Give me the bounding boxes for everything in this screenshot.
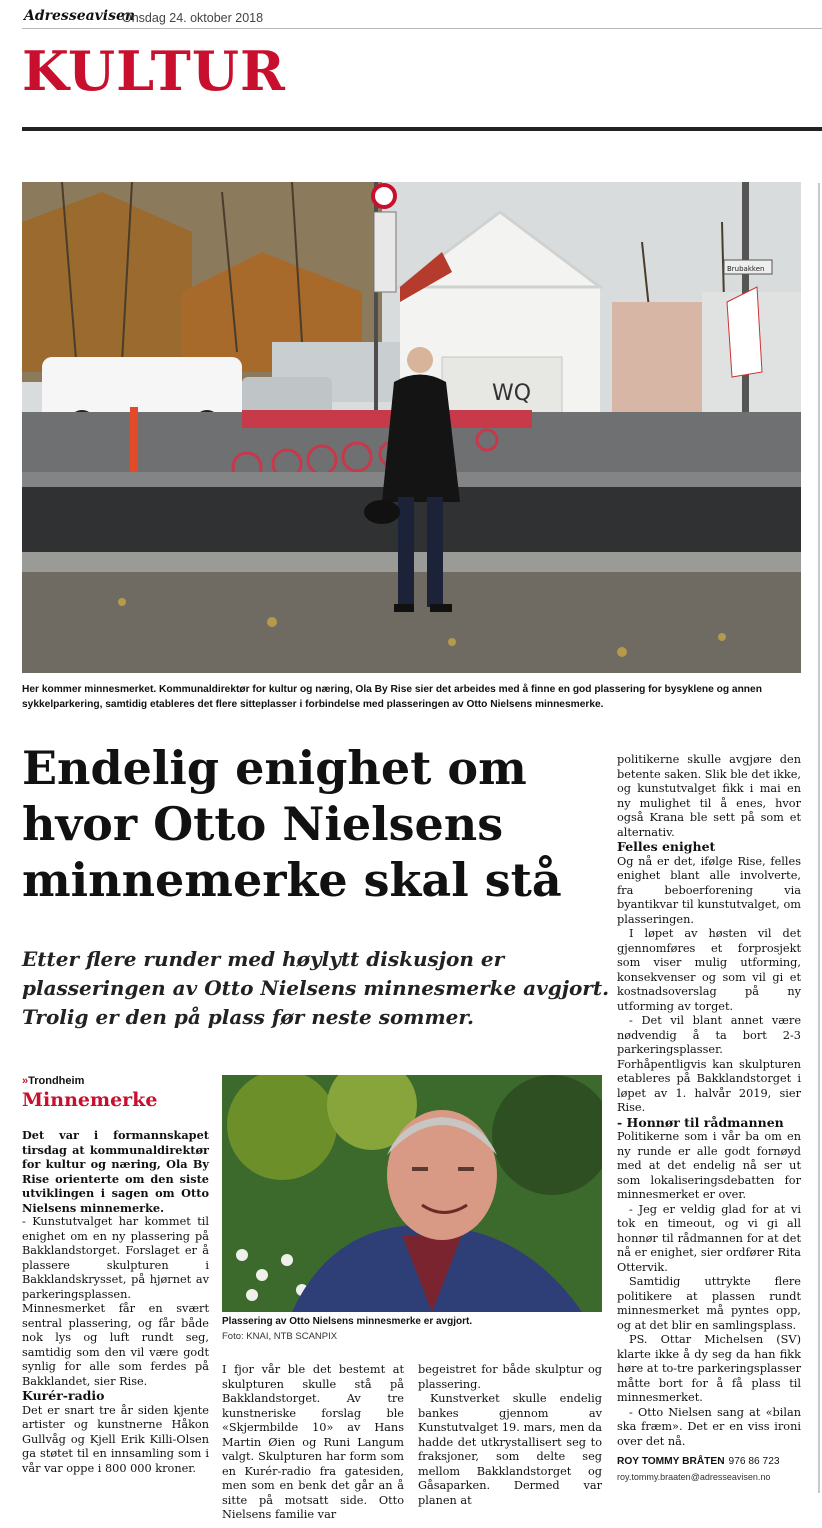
section-divider — [22, 127, 822, 131]
article-paragraph: Det er snart tre år siden kjente artister og kunstnerne Håkon Gullvåg og Kjell Erik Killi-Olsen ga støtet til en innsamling som i vår var oppe i 800 000 kroner. — [22, 1403, 209, 1475]
byline-phone: 976 86 723 — [728, 1456, 780, 1467]
article-paragraph: I løpet av høsten vil det gjennomføres et forprosjekt som viser mulig utforming, konsekvenser og som vil gi et kostnadsoverslag på ny utforming av torget. — [617, 927, 801, 1013]
article-paragraph: - Kunstutvalget har kommet til enighet om en ny plassering på Bakklandstorget. Forslaget er å plassere skulpturen i Bakklandskrysset, på hjørnet av parkeringsplassen. Minnesmerket får en svært sentral plassering, og får både nok lys og luft rundt seg, samtidig som den vil være godt synlig for alle som ferdes på Bakklandet, sier Rise. — [22, 1215, 209, 1388]
article-paragraph: begeistret for både skulptur og plassering. — [418, 1363, 602, 1391]
article-headline: Endelig enighet om hvor Otto Nielsens minnemerke skal stå — [22, 741, 562, 907]
masthead-logo: Adresseavisen — [24, 8, 136, 24]
byline-name: ROY TOMMY BRÅTEN — [617, 1456, 725, 1467]
article-paragraph: Og nå er det, ifølge Rise, felles enighet blant alle involverte, fra beboerforening via byantikvar til kunstutvalget, om plasseringen. — [617, 854, 801, 926]
kicker-arrow: » — [22, 1075, 29, 1087]
main-photo-illustration — [22, 182, 801, 673]
article-paragraph: I fjor vår ble det bestemt at skulpturen skulle stå på Bakklandstorget. Av tre kunstneriske forslag ble «Skjermbilde 10» av Hans Martin Øien og Runi Langum valgt. Skulpturen har form som en Kurér-radio fra gatesiden, men som en benk det går an å sitte på motsatt side. Otto Nielsens familie var — [222, 1363, 404, 1521]
article-subhead: Kurér-radio — [22, 1388, 105, 1403]
street-sign-text: Brubakken — [727, 265, 765, 273]
byline — [617, 1455, 801, 1470]
inset-photo-illustration — [222, 1075, 602, 1312]
dateline: Onsdag 24. oktober 2018 — [122, 11, 264, 25]
article-topic: Minnemerke — [22, 1089, 158, 1111]
article-column-3 — [617, 753, 801, 1484]
article-column-2b — [418, 1363, 602, 1508]
article-paragraph: - Det vil blant annet være nødvendig å ta bort 2-3 parkeringsplasser. Forhåpentligvis kan skulpturen etableres på Bakklandstorget i løpet av 1. halvår 2019, sier Rise. — [617, 1014, 801, 1114]
byline-email[interactable]: roy.tommy.braaten@adresseavisen.no — [617, 1471, 771, 1482]
inset-photo-credit: Foto: KNAI, NTB SCANPIX — [222, 1331, 338, 1342]
graffiti-text: WQ — [492, 381, 532, 406]
article-lead: Etter flere runder med høylytt diskusjon er plasseringen av Otto Nielsens minnesmerke avgjort. Trolig er den på plass før neste sommer. — [22, 947, 610, 1029]
article-paragraph: politikerne skulle avgjøre den betente saken. Slik ble det ikke, og kunstutvalget fikk i mai en ny mulighet til å enes, hvor også Krana ble sett på som et alternativ. — [617, 753, 801, 839]
page-edge-line — [818, 183, 820, 1493]
article-subhead: - Honnør til rådmannen — [617, 1114, 784, 1130]
article-paragraph: Politikerne som i vår ba om en ny runde er alle godt fornøyd med at det endelig nå ser ut som lokaliseringsdebatten for minnesmerket er over. — [617, 1130, 801, 1201]
section-title: KULTUR — [22, 39, 286, 103]
article-paragraph: - Jeg er veldig glad for at vi tok en timeout, og vi gi all honnør til rådmannen for at det nå er enighet, sier ordfører Rita Ottervik. — [617, 1202, 801, 1274]
article-paragraph: - Otto Nielsen sang at «bilan ska fræm». Det er en viss ironi over det nå. — [617, 1405, 801, 1448]
article-intro: Det var i formannskapet tirsdag at kommunaldirektør for kultur og næring, Ola By Rise orienterte om den siste utviklingen i sagen om Otto Nielsens minnemerke. — [22, 1128, 209, 1215]
inset-photo — [222, 1075, 602, 1312]
main-photo-caption: Her kommer minnesmerket. Kommunaldirektør for kultur og næring, Ola By Rise sier det arbeides med å finne en god plassering for bysyklene og annen sykkelparkering, samtidig etableres det flere sitteplasser i forbindelse med plasseringen av Otto Nielsens minnesmerke. — [22, 684, 762, 710]
article-kicker — [22, 1075, 84, 1087]
article-paragraph: Kunstverket skulle endelig bankes gjennom av Kunstutvalget 19. mars, men da hadde det utkrystallisert seg to fraksjoner, som delte seg mellom Bakklandstorget og Gåsaparken. Dermed var planen at — [418, 1392, 602, 1507]
main-photo — [22, 182, 801, 673]
article-paragraph: PS. Ottar Michelsen (SV) klarte ikke å dy seg da han fikk høre at to-tre parkeringsplasser måtte bort for å få plass til minnesmerket. — [617, 1333, 801, 1404]
masthead-divider — [22, 28, 822, 29]
kicker-text: Trondheim — [28, 1075, 85, 1087]
article-column-2 — [222, 1363, 404, 1523]
article-subhead: Felles enighet — [617, 839, 716, 854]
article-paragraph: Samtidig uttrykte flere politikere at plassen rundt minnesmerket må pyntes opp, og at det blir en samlingsplass. — [617, 1275, 801, 1332]
inset-photo-caption: Plassering av Otto Nielsens minnesmerke er avgjort. — [222, 1316, 473, 1327]
article-column-1 — [22, 1128, 209, 1476]
